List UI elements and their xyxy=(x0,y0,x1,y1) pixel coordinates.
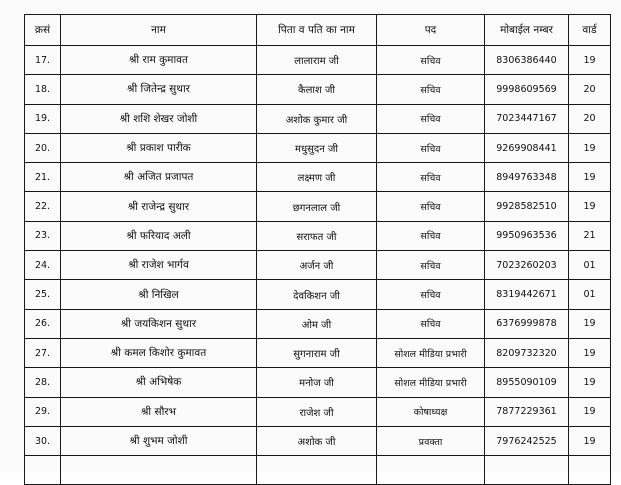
cell-post: सचिव xyxy=(377,104,485,133)
cell-ward: 19 xyxy=(569,397,611,426)
cell-serial: 29. xyxy=(25,397,61,426)
cell-father-name: ओम जी xyxy=(257,309,377,338)
cell-post: सचिव xyxy=(377,251,485,280)
cell-serial: 27. xyxy=(25,338,61,367)
cell-serial: 25. xyxy=(25,280,61,309)
cell-name: श्री अजित प्रजापत xyxy=(61,163,257,192)
cell-mobile: 8319442671 xyxy=(485,280,569,309)
cell-ward: 20 xyxy=(569,104,611,133)
cell-name: श्री राम कुमावत xyxy=(61,46,257,75)
cell-serial: 20. xyxy=(25,133,61,162)
cell-mobile: 8955090109 xyxy=(485,368,569,397)
table-row xyxy=(25,251,611,280)
cell-father-name: लक्ष्मण जी xyxy=(257,163,377,192)
cell-ward: 19 xyxy=(569,309,611,338)
table-row xyxy=(25,75,611,104)
cell-name: श्री अभिषेक xyxy=(61,368,257,397)
header-post: पद xyxy=(377,15,485,46)
cell-father-name: अर्जन जी xyxy=(257,251,377,280)
cell-serial: 26. xyxy=(25,309,61,338)
cell-mobile: 6376999878 xyxy=(485,309,569,338)
cell-ward: 19 xyxy=(569,133,611,162)
cell-serial: 30. xyxy=(25,426,61,455)
cell-ward: 19 xyxy=(569,192,611,221)
cell-mobile: 9998609569 xyxy=(485,75,569,104)
cell-father-name: कैलाश जी xyxy=(257,75,377,104)
cell-mobile: 9928582510 xyxy=(485,192,569,221)
cell-father-name: मनोज जी xyxy=(257,368,377,397)
table-row xyxy=(25,368,611,397)
cell-father-name: मधुसुदन जी xyxy=(257,133,377,162)
cell-post: सचिव xyxy=(377,46,485,75)
cell-ward: 21 xyxy=(569,221,611,250)
cell-post: सचिव xyxy=(377,75,485,104)
header-ward: वार्ड xyxy=(569,15,611,46)
cell-name: श्री राजेश भार्गव xyxy=(61,251,257,280)
cell-father-name: लालाराम जी xyxy=(257,46,377,75)
cell-name: श्री राजेन्द्र सुथार xyxy=(61,192,257,221)
table-row xyxy=(25,163,611,192)
cell-ward: 19 xyxy=(569,163,611,192)
header-serial: क्रसं xyxy=(25,15,61,46)
cell-father-name: सराफत जी xyxy=(257,221,377,250)
table-row xyxy=(25,104,611,133)
cell-name: श्री निखिल xyxy=(61,280,257,309)
cell-father-name: अशोक जी xyxy=(257,426,377,455)
cell-father-name: छगनलाल जी xyxy=(257,192,377,221)
cell-ward: 19 xyxy=(569,338,611,367)
cell-mobile: 9269908441 xyxy=(485,133,569,162)
cell-ward: 20 xyxy=(569,75,611,104)
cell-post: सचिव xyxy=(377,221,485,250)
cell-name: श्री कमल किशोर कुमावत xyxy=(61,338,257,367)
cell-father-name: देवकिशन जी xyxy=(257,280,377,309)
cell-serial: 23. xyxy=(25,221,61,250)
cell-ward: 19 xyxy=(569,46,611,75)
cell-mobile: 8209732320 xyxy=(485,338,569,367)
cell-name: श्री शशि शेखर जोशी xyxy=(61,104,257,133)
table-row xyxy=(25,309,611,338)
cell-mobile: 7976242525 xyxy=(485,426,569,455)
cell-serial: 24. xyxy=(25,251,61,280)
cell-name: श्री जितेन्द्र सुथार xyxy=(61,75,257,104)
cell-ward: 01 xyxy=(569,280,611,309)
table-header-row xyxy=(25,15,611,46)
cell-mobile: 7877229361 xyxy=(485,397,569,426)
cell-mobile: 7023447167 xyxy=(485,104,569,133)
cell-post: कोषाध्यक्ष xyxy=(377,397,485,426)
cell-ward: 01 xyxy=(569,251,611,280)
header-father-name: पिता व पति का नाम xyxy=(257,15,377,46)
cell-name: श्री शुभम जोशी xyxy=(61,426,257,455)
cell-name: श्री फरियाद अली xyxy=(61,221,257,250)
table-row xyxy=(25,221,611,250)
table-row xyxy=(25,338,611,367)
cell-serial: 18. xyxy=(25,75,61,104)
cell-serial: 28. xyxy=(25,368,61,397)
cell-serial: 22. xyxy=(25,192,61,221)
cell-serial: 21. xyxy=(25,163,61,192)
table-row xyxy=(25,426,611,455)
cell-post: प्रवक्ता xyxy=(377,426,485,455)
cell-serial: 17. xyxy=(25,46,61,75)
members-table xyxy=(24,14,611,485)
table-row xyxy=(25,397,611,426)
cell-post: सचिव xyxy=(377,163,485,192)
cell-post: सचिव xyxy=(377,309,485,338)
cell-name: श्री जयकिशन सुथार xyxy=(61,309,257,338)
header-name: नाम xyxy=(61,15,257,46)
cell-post: सोशल मीडिया प्रभारी xyxy=(377,368,485,397)
cell-mobile: 8949763348 xyxy=(485,163,569,192)
cell-ward: 19 xyxy=(569,368,611,397)
table-row xyxy=(25,192,611,221)
cell-name: श्री सौरभ xyxy=(61,397,257,426)
cell-post: सचिव xyxy=(377,280,485,309)
cell-mobile: 8306386440 xyxy=(485,46,569,75)
cell-post: सचिव xyxy=(377,192,485,221)
cell-father-name: अशोक कुमार जी xyxy=(257,104,377,133)
table-row xyxy=(25,133,611,162)
cell-name: श्री प्रकाश पारीक xyxy=(61,133,257,162)
table-row xyxy=(25,280,611,309)
header-mobile: मोबाईल नम्बर xyxy=(485,15,569,46)
cell-mobile: 7023260203 xyxy=(485,251,569,280)
cell-ward: 19 xyxy=(569,426,611,455)
cell-serial: 19. xyxy=(25,104,61,133)
table-body xyxy=(25,46,611,485)
cell-father-name: राजेश जी xyxy=(257,397,377,426)
cell-father-name: सुगनाराम जी xyxy=(257,338,377,367)
cell-post: सोशल मीडिया प्रभारी xyxy=(377,338,485,367)
cell-post: सचिव xyxy=(377,133,485,162)
table-row xyxy=(25,46,611,75)
table-row-partial xyxy=(25,456,611,485)
cell-mobile: 9950963536 xyxy=(485,221,569,250)
